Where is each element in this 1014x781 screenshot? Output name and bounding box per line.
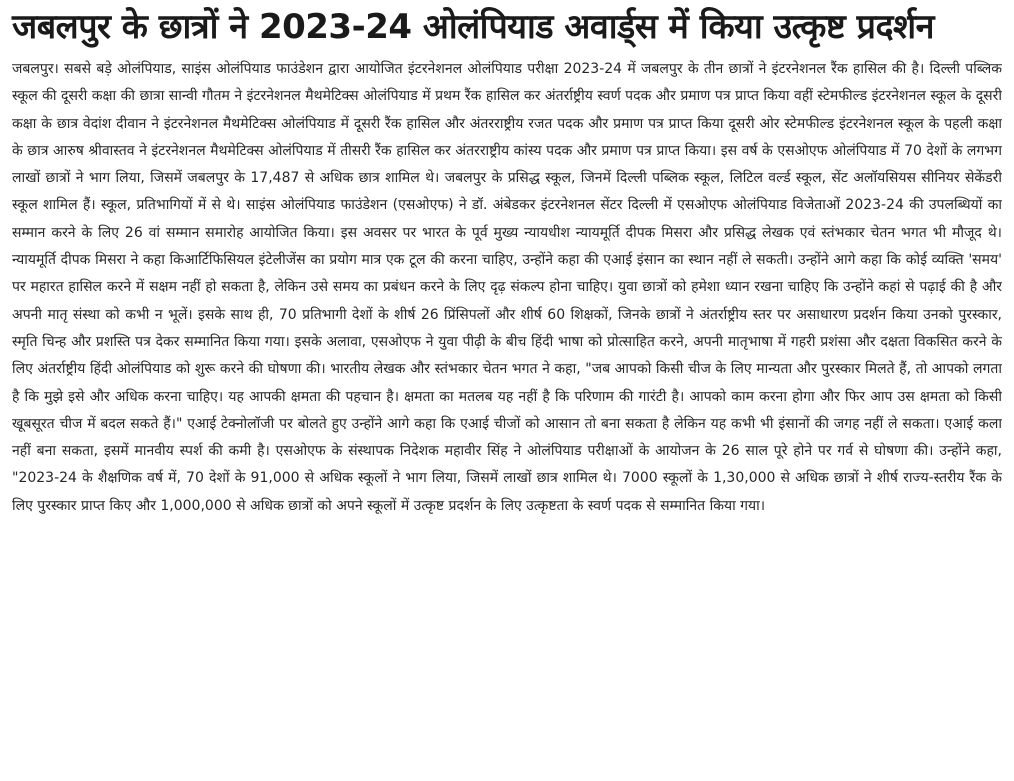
article-headline: जबलपुर के छात्रों ने 2023-24 ओलंपियाड अवार्ड्स में किया उत्कृष्ट प्रदर्शन <box>12 7 935 47</box>
article-body: जबलपुर। सबसे बड़े ओलंपियाड, साइंस ओलंपियाड फाउंडेशन द्वारा आयोजित इंटरनेशनल ओलंपियाड परीक्षा 2023-24 में जबलपुर के तीन छात्रों ने इंटरनेशनल रैंक हासिल की है। दिल्ली पब्लिक स्कूल की दूसरी कक्षा की छात्रा सान्वी गौतम ने इंटरनेशनल मैथमेटिक्स ओलंपियाड में प्रथम रैंक हासिल कर अंतर्राष्ट्रीय स्वर्ण पदक और प्रमाण पत्र प्राप्त किया वहीं स्टेमफील्ड इंटरनेशनल स्कूल के दूसरी कक्षा के छात्र वेदांश दीवान ने इंटरनेशनल मैथमेटिक्स ओलंपियाड में दूसरी रैंक हासिल और अंतरराष्ट्रीय रजत पदक और प्रमाण पत्र प्राप्त किया दूसरी ओर स्टेमफील्ड इंटरनेशनल स्कूल के पहली कक्षा के छात्र आरुष श्रीवास्तव ने इंटरनेशनल मैथमेटिक्स ओलंपियाड में तीसरी रैंक हासिल कर अंतरराष्ट्रीय कांस्य पदक और प्रमाण पत्र प्राप्त किया। इस वर्ष के एसओएफ ओलंपियाड में 70 देशों के लगभग लाखों छात्रों ने भाग लिया, जिसमें जबलपुर के 17,487 से अधिक छात्र शामिल थे। जबलपुर के प्रसिद्ध स्कूल, जिनमें दिल्ली पब्लिक स्कूल, लिटिल वर्ल्ड स्कूल, सेंट अलॉयसियस सीनियर सेकेंडरी स्कूल शामिल हैं। स्कूल, प्रतिभागियों में से थे। साइंस ओलंपियाड फाउंडेशन (एसओएफ) ने डॉ. अंबेडकर इंटरनेशनल सेंटर दिल्ली में एसओएफ ओलंपियाड विजेताओं 2023-24 की उपलब्धियों का सम्मान करने के लिए 26 वां सम्मान समारोह आयोजित किया। इस अवसर पर भारत के पूर्व मुख्य न्यायधीश न्यायमूर्ति दीपक मिसरा और प्रसिद्ध लेखक एवं स्तंभकार चेतन भगत भी मौजूद थे। न्यायमूर्ति दीपक मिसरा ने कहा किआर्टिफिसियल इंटेलीजेंस का प्रयोग मात्र एक टूल की करना चाहिए, उन्होंने कहा की एआई इंसान का स्थान नहीं ले सकती। उन्होंने आगे कहा कि कोई व्यक्ति 'समय' पर महारत हासिल करने में सक्षम नहीं हो सकता है, लेकिन उसे समय का प्रबंधन करने के लिए दृढ़ संकल्प होना चाहिए। युवा छात्रों को हमेशा ध्यान रखना चाहिए कि उन्होंने कहां से पढ़ाई की है और अपनी मातृ संस्था को कभी न भूलें। इसके साथ ही, 70 प्रतिभागी देशों के शीर्ष 26 प्रिंसिपलों और शीर्ष 60 शिक्षकों, जिनके छात्रों ने अंतर्राष्ट्रीय स्तर पर असाधारण प्रदर्शन किया उनको पुरस्कार, स्मृति चिन्ह और प्रशस्ति पत्र देकर सम्मानित किया गया। इसके अलावा, एसओएफ ने युवा पीढ़ी के बीच हिंदी भाषा को प्रोत्साहित करने, अपनी मातृभाषा में गहरी प्रशंसा और दक्षता विकसित करने के लिए अंतर्राष्ट्रीय हिंदी ओलंपियाड को शुरू करने की घोषणा की। भारतीय लेखक और स्तंभकार चेतन भगत ने कहा, "जब आपको किसी चीज के लिए मान्यता और पुरस्कार मिलते हैं, तो आपको लगता है कि मुझे इसे और अधिक करना चाहिए। यह आपकी क्षमता की पहचान है। क्षमता का मतलब यह नहीं है कि परिणाम की गारंटी है। आपको काम करना होगा और फिर आप उस क्षमता को किसी खूबसूरत चीज में बदल सकते हैं।" एआई टेक्नोलॉजी पर बोलते हुए उन्होंने आगे कहा कि एआई चीजों को आसान तो बना सकता है लेकिन यह कभी भी इंसानों की जगह नहीं ले सकता। एआई कला नहीं बना सकता, इसमें मानवीय स्पर्श की कमी है। एसओएफ के संस्थापक निदेशक महावीर सिंह ने ओलंपियाड परीक्षाओं के आयोजन के 26 साल पूरे होने पर गर्व से घोषणा की। उन्होंने कहा, "2023-24 के शैक्षणिक वर्ष में, 70 देशों के 91,000 से अधिक स्कूलों ने भाग लिया, जिसमें लाखों छात्र शामिल थे। 7000 स्कूलों के 1,30,000 से अधिक छात्रों ने शीर्ष राज्य-स्तरीय रैंक के लिए पुरस्कार प्राप्त किए और 1,000,000 से अधिक छात्रों को अपने स्कूलों में उत्कृष्ट प्रदर्शन के लिए उत्कृष्टता के स्वर्ण पदक से सम्मानित किया गया। <box>12 61 1002 514</box>
